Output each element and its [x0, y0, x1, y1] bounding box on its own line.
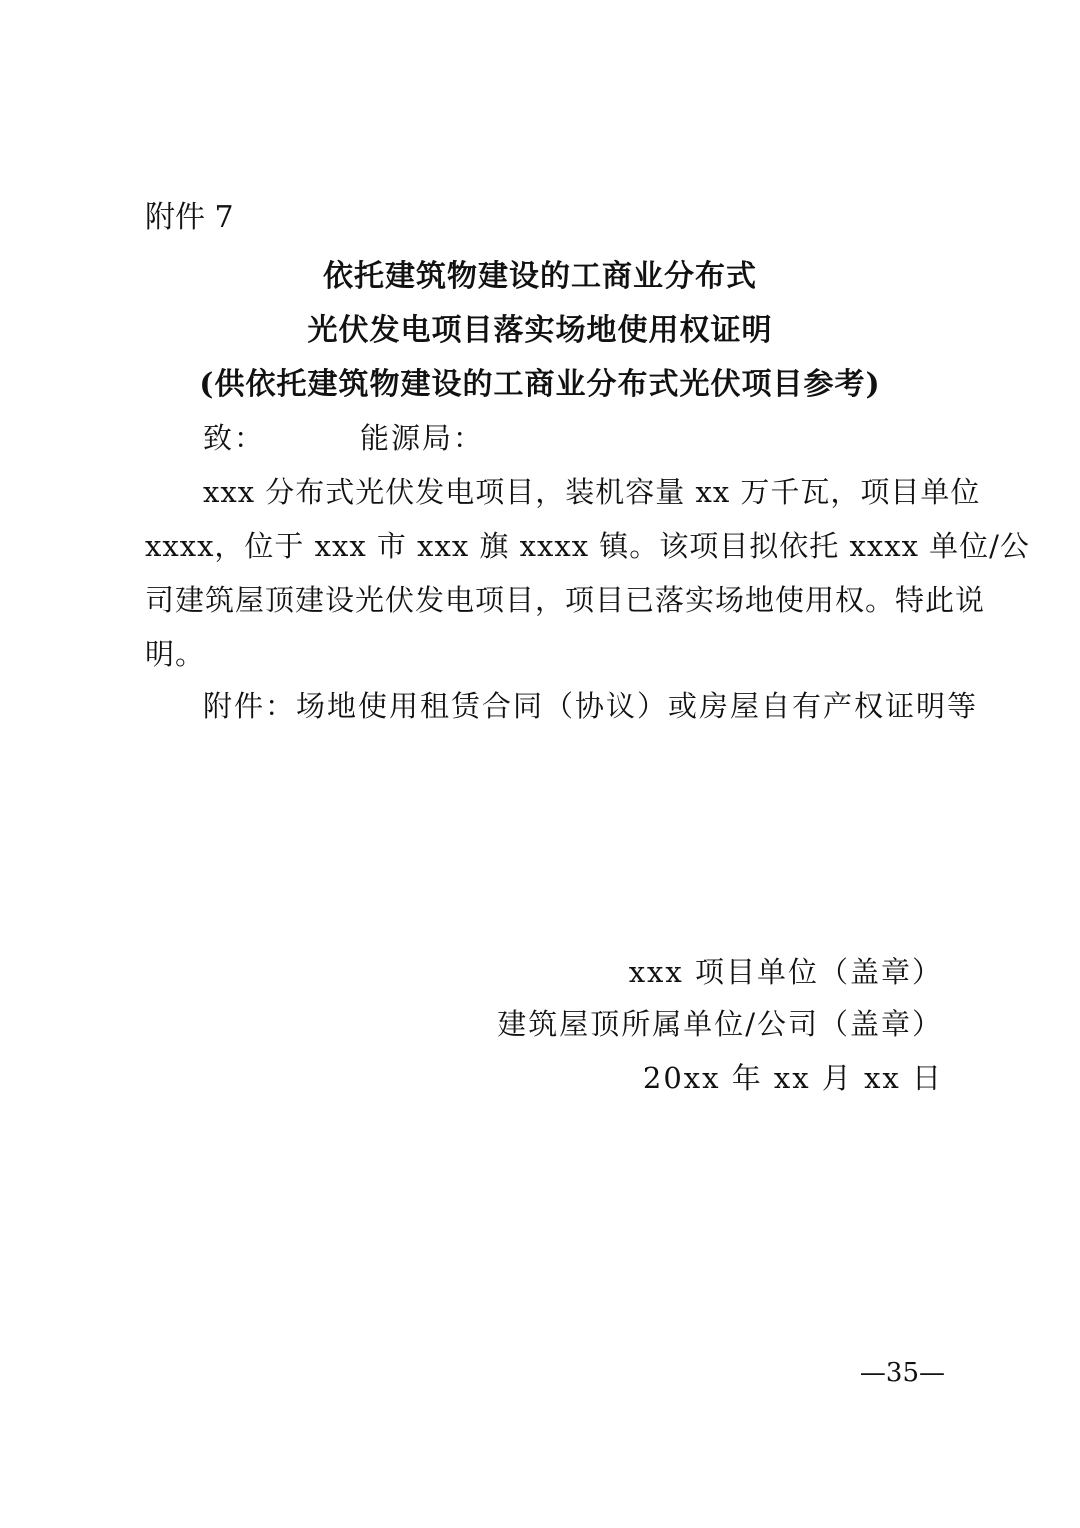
- attachments-note: 附件：场地使用租赁合同（协议）或房屋自有产权证明等: [203, 689, 979, 723]
- body-paragraph-line-2: xxxx，位于 xxx 市 xxx 旗 xxxx 镇。该项目拟依托 xxxx 单位/公: [145, 529, 1030, 563]
- signature-project-unit: xxx 项目单位（盖章）: [628, 955, 943, 989]
- body-paragraph-line-1: xxx 分布式光伏发电项目，装机容量 xx 万千瓦，项目单位: [203, 475, 981, 509]
- page-number: —35—: [859, 1358, 945, 1388]
- document-title-line-2: 光伏发电项目落实场地使用权证明: [307, 313, 773, 348]
- signature-building-owner: 建筑屋顶所属单位/公司（盖章）: [497, 1007, 943, 1041]
- body-paragraph-line-3: 司建筑屋顶建设光伏发电项目，项目已落实场地使用权。特此说: [145, 583, 986, 617]
- document-subtitle: (供依托建筑物建设的工商业分布式光伏项目参考): [199, 367, 881, 402]
- salutation: [203, 418, 484, 458]
- salutation-recipient: 能源局：: [360, 421, 485, 455]
- body-paragraph-line-4: 明。: [145, 637, 206, 671]
- document-title-line-1: 依托建筑物建设的工商业分布式: [323, 259, 757, 294]
- signature-date: 20xx 年 xx 月 xx 日: [642, 1061, 943, 1095]
- salutation-to: 致：: [203, 421, 266, 455]
- attachment-label: 附件 7: [145, 200, 234, 235]
